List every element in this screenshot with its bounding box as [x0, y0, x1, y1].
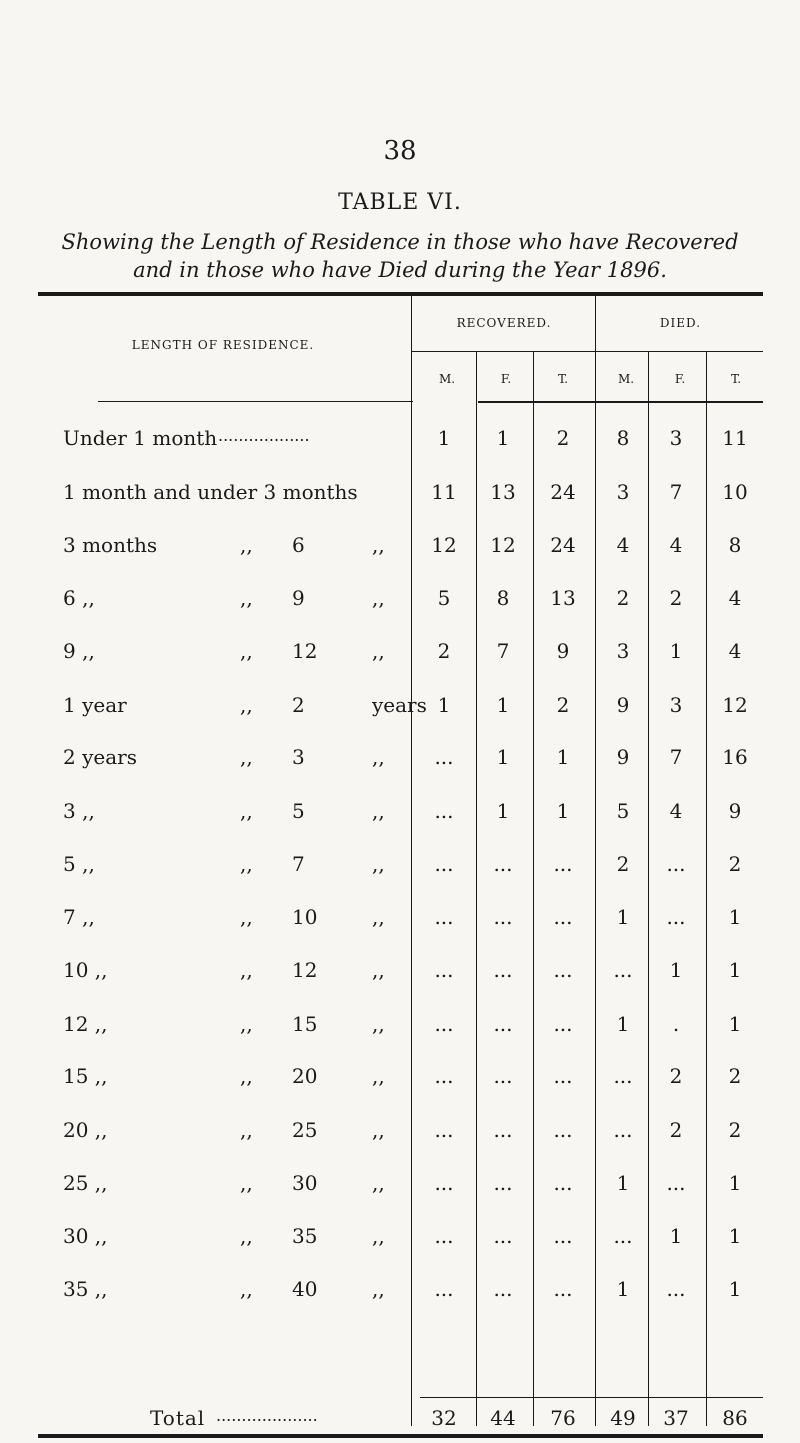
cell-died-m: 2 [616, 586, 630, 611]
row-from: 1 year [63, 692, 127, 717]
cell-died-m: 1 [616, 905, 630, 930]
cell-died-t: 8 [728, 532, 742, 557]
cell-recovered-m: 11 [431, 479, 457, 504]
row-unit: ,, [372, 905, 385, 930]
cell-died-m: ... [613, 1064, 633, 1089]
cell-died-t: 1 [728, 1011, 742, 1036]
cell-recovered-f: 7 [496, 638, 510, 663]
cell-recovered-m: ... [434, 851, 454, 876]
row-unit: ,, [372, 745, 385, 770]
cell-recovered-f: ... [493, 1011, 513, 1036]
row-from: 12 ,, [63, 1011, 108, 1036]
total-recovered-t: 76 [550, 1406, 576, 1431]
cell-died-f: 7 [669, 479, 683, 504]
row-upper: 12 [292, 638, 318, 663]
total-recovered-f: 44 [490, 1406, 516, 1431]
row-to: ,, [240, 905, 253, 930]
row-from: 35 ,, [63, 1277, 108, 1302]
cell-recovered-t: ... [553, 1170, 573, 1195]
row-from: 3 ,, [63, 798, 95, 823]
total-label: Total [150, 1406, 206, 1431]
cell-recovered-t: 24 [550, 532, 576, 557]
column-divider [648, 351, 649, 1426]
cell-died-m: 2 [616, 851, 630, 876]
cell-recovered-f: 1 [496, 745, 510, 770]
cell-recovered-m: ... [434, 905, 454, 930]
row-upper: 7 [292, 851, 305, 876]
cell-died-t: 2 [728, 1117, 742, 1142]
row-upper: 40 [292, 1277, 318, 1302]
row-from: 20 ,, [63, 1117, 108, 1142]
cell-recovered-t: ... [553, 1117, 573, 1142]
row-upper: 5 [292, 798, 305, 823]
cell-died-f: ... [666, 905, 686, 930]
cell-recovered-m: ... [434, 798, 454, 823]
row-unit: ,, [372, 1117, 385, 1142]
cell-recovered-m: ... [434, 1011, 454, 1036]
cell-recovered-f: ... [493, 905, 513, 930]
row-to: ,, [240, 692, 253, 717]
row-to: ,, [240, 1117, 253, 1142]
row-upper: 10 [292, 905, 318, 930]
table-row [0, 480, 800, 510]
row-upper: 6 [292, 532, 305, 557]
cell-died-t: 16 [722, 745, 748, 770]
header-length-of-residence: LENGTH OF RESIDENCE. [131, 337, 315, 352]
row-dots: .................. [218, 426, 310, 446]
cell-died-f: ... [666, 1277, 686, 1302]
table-row [0, 745, 800, 775]
cell-recovered-t: ... [553, 905, 573, 930]
cell-recovered-t: ... [553, 957, 573, 982]
table-row [0, 1064, 800, 1094]
table-row [0, 639, 800, 669]
cell-died-m: 9 [616, 745, 630, 770]
cell-died-m: 3 [616, 638, 630, 663]
header-bottom-rule [98, 401, 413, 402]
row-unit: ,, [372, 798, 385, 823]
row-to: ,, [240, 957, 253, 982]
cell-died-f: 7 [669, 745, 683, 770]
row-unit: ,, [372, 1170, 385, 1195]
cell-died-t: 1 [728, 1170, 742, 1195]
cell-died-m: ... [613, 1117, 633, 1142]
row-from: 1 month and under 3 months [63, 479, 358, 504]
subheader-recovered-t: T. [557, 372, 569, 387]
cell-recovered-t: 1 [556, 798, 570, 823]
row-upper: 20 [292, 1064, 318, 1089]
cell-died-t: 2 [728, 851, 742, 876]
row-from: 15 ,, [63, 1064, 108, 1089]
cell-died-f: . [672, 1011, 680, 1036]
row-upper: 15 [292, 1011, 318, 1036]
cell-died-m: 1 [616, 1170, 630, 1195]
row-to: ,, [240, 586, 253, 611]
page-number: 38 [383, 136, 417, 166]
cell-died-f: 3 [669, 692, 683, 717]
row-from: 5 ,, [63, 851, 95, 876]
cell-died-t: 1 [728, 1224, 742, 1249]
cell-recovered-t: ... [553, 1011, 573, 1036]
cell-died-f: ... [666, 851, 686, 876]
cell-recovered-f: 12 [490, 532, 516, 557]
cell-recovered-f: ... [493, 1277, 513, 1302]
table-row [0, 426, 800, 456]
row-to: ,, [240, 1011, 253, 1036]
row-upper: 12 [292, 957, 318, 982]
row-to: ,, [240, 1170, 253, 1195]
cell-recovered-f: ... [493, 1064, 513, 1089]
table-row [0, 852, 800, 882]
cell-recovered-f: 1 [496, 798, 510, 823]
column-divider [476, 351, 477, 1426]
subheader-recovered-m: M. [438, 372, 456, 387]
cell-recovered-f: ... [493, 1224, 513, 1249]
column-divider [706, 351, 707, 1426]
cell-recovered-m: ... [434, 745, 454, 770]
cell-died-f: 1 [669, 638, 683, 663]
row-unit: ,, [372, 1224, 385, 1249]
cell-recovered-t: 13 [550, 586, 576, 611]
cell-recovered-m: ... [434, 1064, 454, 1089]
total-row [0, 1406, 800, 1436]
row-upper: 3 [292, 745, 305, 770]
bottom-rule [38, 1434, 763, 1438]
cell-died-f: 1 [669, 957, 683, 982]
header-died: DIED. [659, 315, 702, 330]
cell-died-f: 2 [669, 1117, 683, 1142]
table-row [0, 1171, 800, 1201]
cell-died-t: 1 [728, 957, 742, 982]
cell-died-m: 1 [616, 1011, 630, 1036]
subheader-recovered-f: F. [500, 372, 512, 387]
table-subtitle [30, 228, 770, 284]
row-to: ,, [240, 745, 253, 770]
cell-recovered-m: 1 [437, 426, 451, 451]
row-from: 10 ,, [63, 957, 108, 982]
cell-died-t: 11 [722, 426, 748, 451]
total-died-f: 37 [663, 1406, 689, 1431]
cell-died-t: 12 [722, 692, 748, 717]
row-to: ,, [240, 1064, 253, 1089]
row-unit: years [372, 692, 427, 717]
subtitle-line-2: and in those who have Died during the Year 1896. [133, 258, 667, 282]
cell-recovered-f: ... [493, 851, 513, 876]
row-upper: 2 [292, 692, 305, 717]
table-row [0, 1224, 800, 1254]
row-upper: 25 [292, 1117, 318, 1142]
table-row [0, 1118, 800, 1148]
row-upper: 35 [292, 1224, 318, 1249]
total-died-t: 86 [722, 1406, 748, 1431]
cell-died-m: 1 [616, 1277, 630, 1302]
row-to: ,, [240, 532, 253, 557]
cell-recovered-m: 1 [437, 692, 451, 717]
column-divider [533, 351, 534, 1426]
table-row [0, 586, 800, 616]
cell-recovered-t: ... [553, 1064, 573, 1089]
cell-died-m: 8 [616, 426, 630, 451]
cell-recovered-t: 24 [550, 479, 576, 504]
cell-recovered-m: ... [434, 1224, 454, 1249]
cell-died-f: 4 [669, 532, 683, 557]
cell-recovered-m: ... [434, 1170, 454, 1195]
header-bottom-rule-right [478, 401, 763, 403]
cell-died-m: 9 [616, 692, 630, 717]
row-unit: ,, [372, 1277, 385, 1302]
row-from: 25 ,, [63, 1170, 108, 1195]
cell-died-f: 3 [669, 426, 683, 451]
row-unit: ,, [372, 851, 385, 876]
total-died-m: 49 [610, 1406, 636, 1431]
subheader-died-m: M. [617, 372, 635, 387]
row-upper: 9 [292, 586, 305, 611]
cell-died-f: 2 [669, 586, 683, 611]
cell-recovered-f: ... [493, 1170, 513, 1195]
row-to: ,, [240, 1224, 253, 1249]
cell-recovered-f: 1 [496, 692, 510, 717]
cell-recovered-m: ... [434, 957, 454, 982]
cell-died-t: 4 [728, 586, 742, 611]
cell-died-f: 4 [669, 798, 683, 823]
cell-died-f: ... [666, 1170, 686, 1195]
row-to: ,, [240, 798, 253, 823]
top-rule [38, 292, 763, 296]
cell-died-t: 1 [728, 1277, 742, 1302]
row-from: 30 ,, [63, 1224, 108, 1249]
row-to: ,, [240, 1277, 253, 1302]
cell-died-t: 2 [728, 1064, 742, 1089]
total-rule [420, 1397, 763, 1398]
row-from: 7 ,, [63, 905, 95, 930]
row-to: ,, [240, 851, 253, 876]
cell-recovered-f: 1 [496, 426, 510, 451]
cell-recovered-t: 9 [556, 638, 570, 663]
subheader-died-t: T. [730, 372, 742, 387]
cell-died-t: 9 [728, 798, 742, 823]
table-row [0, 693, 800, 723]
row-from: Under 1 month [63, 426, 218, 451]
cell-died-f: 1 [669, 1224, 683, 1249]
cell-recovered-t: ... [553, 851, 573, 876]
cell-recovered-t: ... [553, 1277, 573, 1302]
table-row [0, 1277, 800, 1307]
cell-died-t: 1 [728, 905, 742, 930]
header-recovered: RECOVERED. [456, 315, 552, 330]
total-dots: .................... [216, 1406, 318, 1426]
row-unit: ,, [372, 1011, 385, 1036]
row-from: 3 months [63, 532, 158, 557]
row-from: 9 ,, [63, 638, 95, 663]
cell-died-f: 2 [669, 1064, 683, 1089]
cell-died-t: 4 [728, 638, 742, 663]
table-row [0, 1012, 800, 1042]
row-unit: ,, [372, 586, 385, 611]
table-row [0, 958, 800, 988]
row-from: 6 ,, [63, 586, 95, 611]
cell-recovered-m: ... [434, 1117, 454, 1142]
table-row [0, 533, 800, 563]
cell-recovered-m: 5 [437, 586, 451, 611]
row-unit: ,, [372, 532, 385, 557]
cell-died-m: 3 [616, 479, 630, 504]
table-title: TABLE VI. [338, 190, 462, 215]
subheader-died-f: F. [674, 372, 686, 387]
cell-recovered-t: 1 [556, 745, 570, 770]
table-row [0, 905, 800, 935]
header-group-rule [412, 351, 763, 352]
cell-recovered-f: 13 [490, 479, 516, 504]
cell-recovered-t: 2 [556, 426, 570, 451]
cell-died-m: 5 [616, 798, 630, 823]
cell-recovered-f: ... [493, 1117, 513, 1142]
cell-recovered-m: 12 [431, 532, 457, 557]
cell-recovered-t: ... [553, 1224, 573, 1249]
row-unit: ,, [372, 1064, 385, 1089]
cell-recovered-t: 2 [556, 692, 570, 717]
cell-died-t: 10 [722, 479, 748, 504]
cell-recovered-f: 8 [496, 586, 510, 611]
row-to: ,, [240, 638, 253, 663]
row-unit: ,, [372, 638, 385, 663]
cell-died-m: ... [613, 957, 633, 982]
table-row [0, 799, 800, 829]
subtitle-line-1: Showing the Length of Residence in those who have Recovered [61, 230, 739, 254]
cell-recovered-m: 2 [437, 638, 451, 663]
row-upper: 30 [292, 1170, 318, 1195]
cell-died-m: 4 [616, 532, 630, 557]
row-from: 2 years [63, 745, 137, 770]
cell-recovered-f: ... [493, 957, 513, 982]
cell-died-m: ... [613, 1224, 633, 1249]
cell-recovered-m: ... [434, 1277, 454, 1302]
row-unit: ,, [372, 957, 385, 982]
total-recovered-m: 32 [431, 1406, 457, 1431]
